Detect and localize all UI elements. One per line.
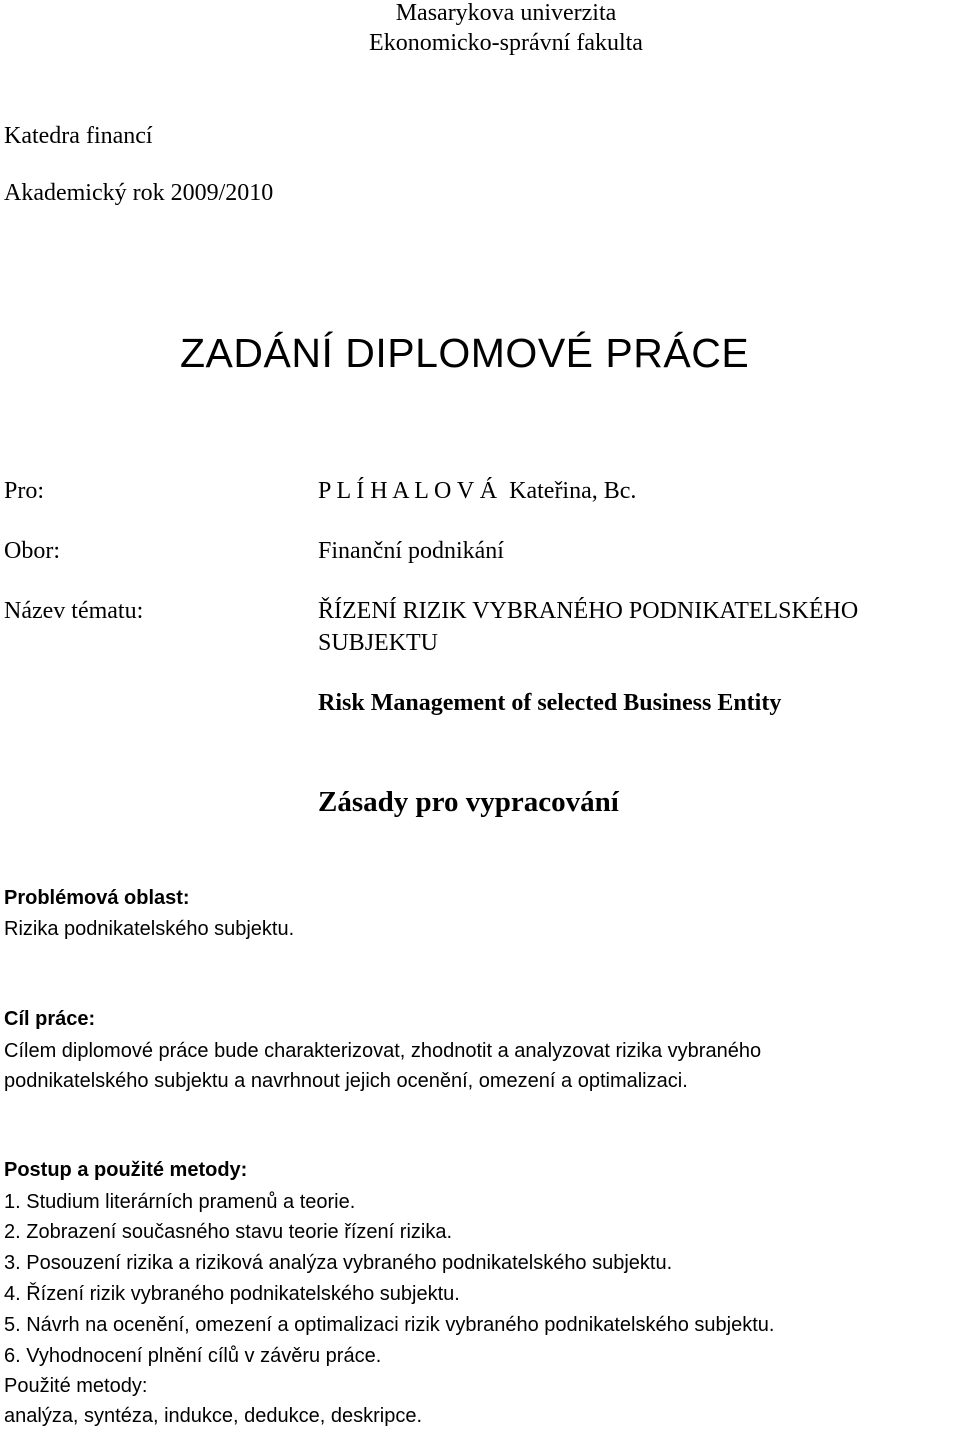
principles-heading: Zásady pro vypracování (318, 786, 619, 818)
methods-label: Použité metody: (4, 1375, 148, 1397)
procedure-step: 3. Posouzení rizika a riziková analýza vybraného podnikatelského subjektu. (4, 1252, 673, 1274)
procedure-step: 1. Studium literárních pramenů a teorie. (4, 1191, 356, 1213)
pro-value: P L Í H A L O V Á Kateřina, Bc. (318, 478, 637, 504)
university-name: Masarykova univerzita (395, 0, 617, 26)
procedure-step: 4. Řízení rizik vybraného podnikatelského subjektu. (4, 1283, 460, 1305)
procedure-step: 5. Návrh na ocenění, omezení a optimalizaci rizik vybraného podnikatelského subjektu. (4, 1314, 775, 1336)
nazev-label: Název tématu: (4, 598, 144, 624)
pro-label: Pro: (4, 478, 45, 504)
obor-label: Obor: (4, 538, 60, 564)
faculty-name: Ekonomicko-správní fakulta (369, 30, 643, 56)
document-title: ZADÁNÍ DIPLOMOVÉ PRÁCE (180, 330, 750, 376)
methods-text: analýza, syntéza, indukce, dedukce, deskripce. (4, 1405, 423, 1427)
goal-heading: Cíl práce: (4, 1008, 96, 1030)
procedure-heading: Postup a použité metody: (4, 1159, 248, 1181)
problem-area-heading: Problémová oblast: (4, 887, 190, 909)
department-name: Katedra financí (4, 123, 153, 149)
academic-year: Akademický rok 2009/2010 (4, 180, 274, 206)
obor-value: Finanční podnikání (318, 538, 504, 564)
procedure-step: 2. Zobrazení současného stavu teorie řízení rizika. (4, 1221, 453, 1243)
goal-line2: podnikatelského subjektu a navrhnout jejich ocenění, omezení a optimalizaci. (4, 1070, 688, 1092)
problem-area-text: Rizika podnikatelského subjektu. (4, 918, 295, 940)
goal-line1: Cílem diplomové práce bude charakterizovat, zhodnotit a analyzovat rizika vybraného (4, 1040, 762, 1062)
nazev-english: Risk Management of selected Business Entity (318, 690, 782, 716)
nazev-value-line2: SUBJEKTU (318, 630, 439, 656)
procedure-step: 6. Vyhodnocení plnění cílů v závěru práce. (4, 1345, 382, 1367)
nazev-value-line1: ŘÍZENÍ RIZIK VYBRANÉHO PODNIKATELSKÉHO (318, 598, 859, 624)
